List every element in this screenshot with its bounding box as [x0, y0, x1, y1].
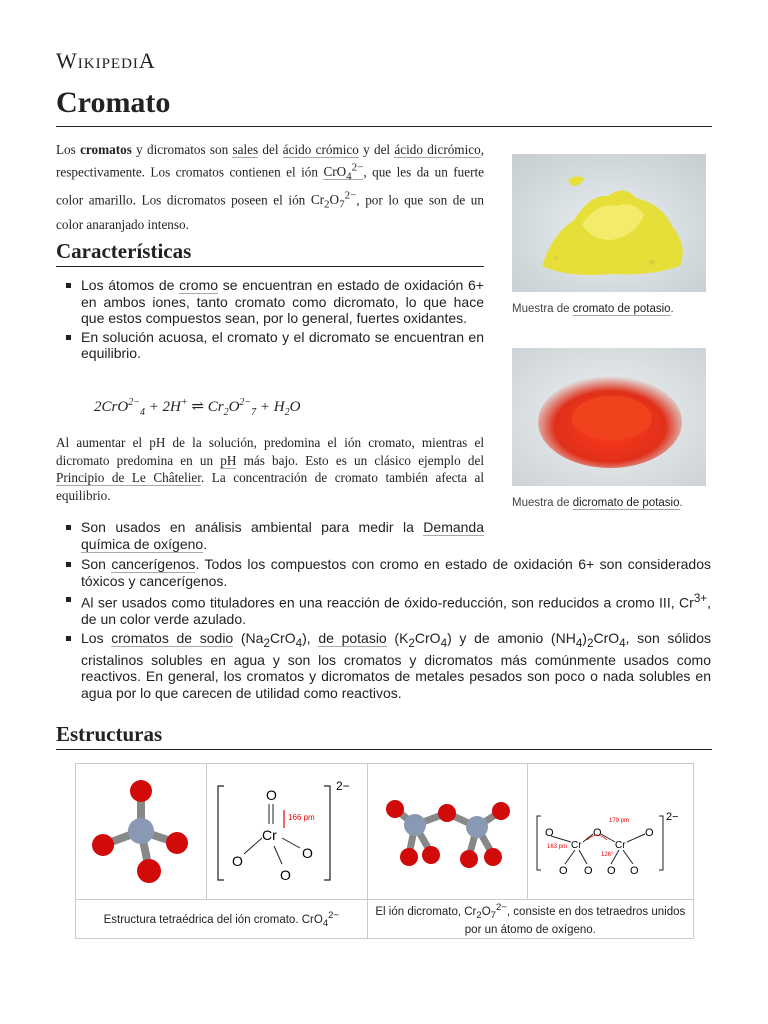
page-title: Cromato	[56, 86, 171, 119]
link-cromatos-de-sodio[interactable]: cromatos de sodio	[111, 629, 234, 646]
charge-label: 2−	[665, 811, 679, 823]
structures-table	[75, 763, 694, 939]
dichromate-3d-model-image[interactable]	[373, 769, 523, 889]
title-underline	[56, 126, 712, 127]
link-acido-dicromico[interactable]: ácido dicrómico	[394, 142, 481, 157]
section-underline	[56, 266, 484, 267]
oxygen-label: O	[629, 865, 639, 877]
dichromate-formula: $Cr_2O_7^{2-}$	[310, 190, 357, 212]
oxygen-label: O	[592, 827, 602, 839]
dichromate-lewis-cell	[528, 764, 694, 900]
chromate-caption: Estructura tetraédrica del ión cromato. CrO$_4^{2-}$	[76, 900, 368, 939]
oxygen-label: O	[544, 827, 554, 839]
potassium-dichromate-image[interactable]	[512, 348, 706, 486]
oxygen-label: O	[558, 865, 568, 877]
thumb-dicromato-potasio: Muestra de dicromato de potasio.	[512, 348, 706, 509]
chromium-label: Cr	[570, 840, 582, 851]
list-item: Los cromatos de sodio $(Na_2CrO_4)$, de potasio $(K_2CrO_4)$ y de amonio $(NH_4)_2CrO_4$, son sólidos cristalinos solubles en agua y son los cromatos y dicromatos más comúnmente usados como reactivos. En general, los cromatos y dicromatos de metales pesados son poco o nada solubles en agua por lo que carecen de utilidad como reactivos.	[56, 630, 711, 702]
list-item: Son cancerígenos. Todos los compuestos con cromo en estado de oxidación 6+ son considerados tóxicos y cancerígenos.	[56, 556, 711, 589]
link-cancerigenos[interactable]: cancerígenos	[111, 556, 196, 572]
chromate-3d-model-cell	[76, 764, 207, 900]
oxygen-label: O	[606, 865, 616, 877]
oxygen-label: O	[301, 845, 313, 861]
thumb-cromato-potasio: Muestra de cromato de potasio.	[512, 154, 706, 315]
chromium-label: Cr	[614, 840, 626, 851]
bond-angle-label: 126°	[600, 852, 614, 858]
potassium-chromate-image[interactable]	[512, 154, 706, 292]
section-underline	[56, 749, 712, 750]
equilibrium-equation: 2CrO$^{2-}_4$ + 2H+ ⇌ $Cr_2O^{2-}_7 + H_2O$	[94, 397, 301, 418]
bond-length-label: 163 pm	[546, 844, 567, 850]
oxygen-label: O	[279, 867, 291, 883]
link-le-chatelier[interactable]: Principio de Le Châtelier	[56, 470, 201, 485]
oxygen-label: O	[265, 787, 277, 803]
heading-caracteristicas: Características	[56, 239, 192, 263]
charge-label: 2−	[335, 779, 350, 793]
oxygen-label: O	[583, 865, 593, 877]
list-item: En solución acuosa, el cromato y el dicromato se encuentran en equilibrio.	[56, 329, 484, 362]
link-acido-cromico[interactable]: ácido crómico	[282, 142, 359, 157]
bold-term: cromatos	[80, 142, 132, 157]
link-sales[interactable]: sales	[232, 142, 259, 157]
link-de-potasio[interactable]: de potasio	[318, 629, 387, 646]
chromium-label: Cr	[261, 827, 277, 843]
uses-list-narrow	[56, 519, 484, 554]
dichromate-caption: El ión dicromato, $Cr_2O_7^{2-}$, consiste en dos tetraedros unidos por un átomo de oxígeno.	[367, 900, 693, 939]
uses-list	[56, 556, 711, 703]
heading-estructuras: Estructuras	[56, 722, 163, 746]
intro-paragraph: Los cromatos y dicromatos son sales del ácido crómico y del ácido dicrómico, respectivamente. Los cromatos contienen el ión CrO$_4^{2-}$, que les da un fuerte color amarillo. Los dicromatos poseen el ión $Cr_2O_7^{2-}$, por lo que son de un color anaranjado intenso.	[56, 142, 484, 233]
link-dicromato-de-potasio[interactable]: dicromato de potasio	[572, 497, 680, 509]
oxygen-label: O	[231, 853, 243, 869]
chromate-3d-model-image[interactable]	[81, 769, 201, 889]
wikipedia-wordmark[interactable]: WikipediA	[56, 48, 156, 73]
dichromate-3d-model-cell	[367, 764, 528, 900]
link-ph[interactable]: pH	[220, 452, 237, 468]
link-cromo[interactable]: cromo	[179, 277, 219, 293]
chromate-lewis-structure	[212, 766, 362, 892]
characteristics-list	[56, 277, 484, 364]
dichromate-lewis-structure	[531, 774, 691, 884]
bond-length-label: 179 pm	[608, 818, 629, 824]
bond-length-label: 166 pm	[287, 813, 315, 822]
link-demanda-quimica[interactable]: Demanda química de oxígeno	[81, 519, 484, 552]
ph-paragraph: Al aumentar el pH de la solución, predomina el ión cromato, mientras el dicromato predomina en un pH más bajo. Esto es un clásico ejemplo del Principio de Le Châtelier. La concentración de cromato también afecta al equilibrio.	[56, 435, 485, 503]
list-item: Son usados en análisis ambiental para medir la Demanda química de oxígeno.	[56, 519, 484, 552]
list-item: Los átomos de cromo se encuentran en estado de oxidación 6+ en ambos iones, tanto cromato como dicromato, lo que hace que estos compuestos sean, por lo general, fuertes oxidantes.	[56, 277, 484, 327]
oxygen-label: O	[644, 827, 654, 839]
link-cromato-de-potasio[interactable]: cromato de potasio	[572, 303, 671, 315]
chromate-lewis-cell	[206, 764, 367, 900]
link-cromato-ion[interactable]: CrO$_4^{2-}$	[323, 162, 364, 184]
list-item: Al ser usados como tituladores en una reacción de óxido-reducción, son reducidos a cromo III, $Cr^{3+}$, de un color verde azulado.	[56, 591, 711, 628]
